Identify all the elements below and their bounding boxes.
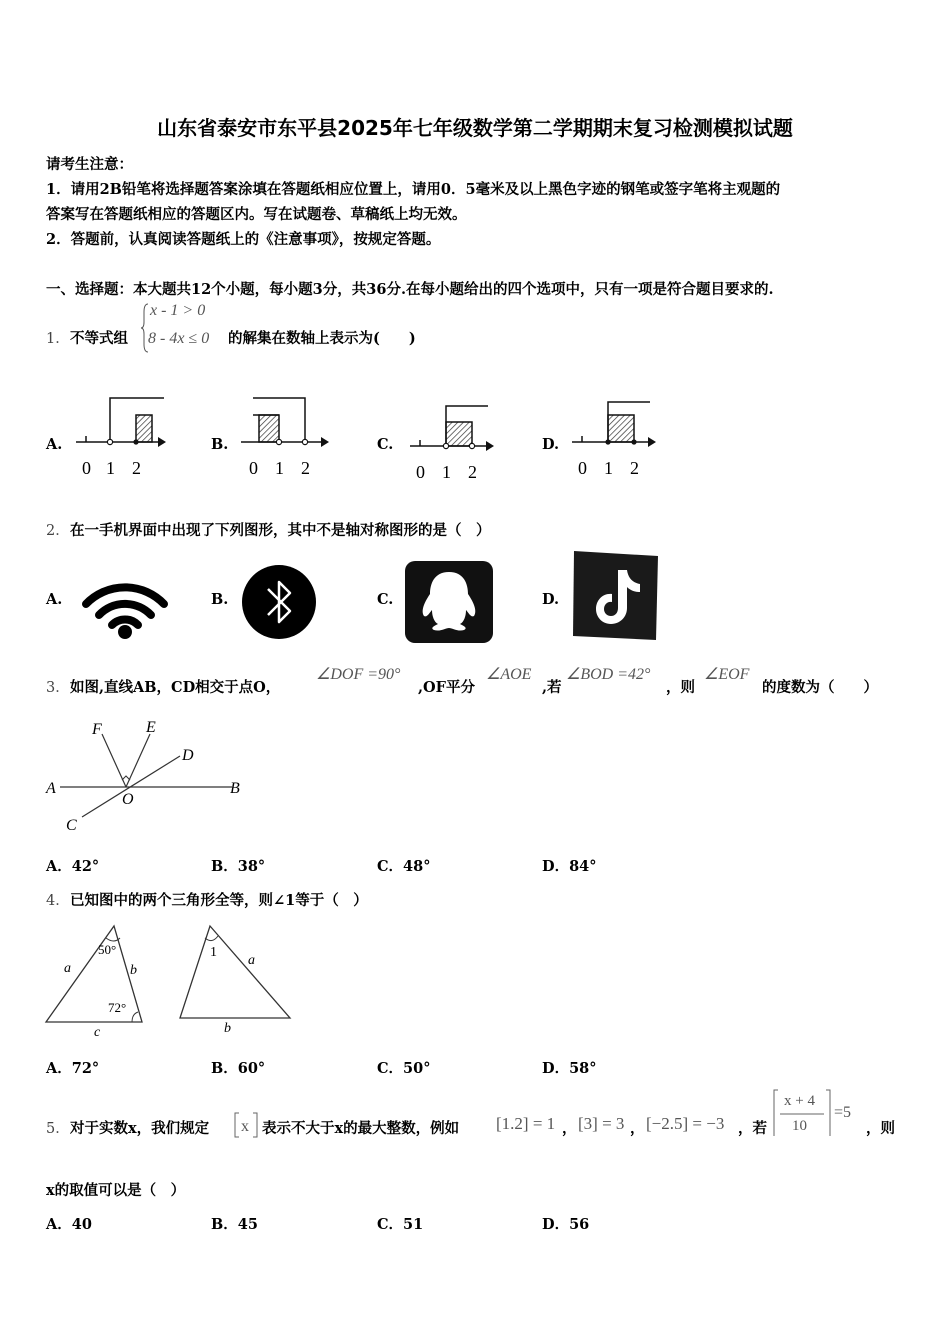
q5-sep-1: ， [562, 1120, 577, 1137]
q1-system-top: x - 1 > 0 [150, 302, 206, 319]
q5-fraction-denominator: 10 [792, 1118, 807, 1134]
q2-option-b-label[interactable]: B. [211, 591, 229, 608]
q1-option-c-label[interactable]: C. [377, 436, 394, 453]
q1-number: 1． [46, 331, 70, 347]
side-c: c [94, 1025, 101, 1038]
angle-72: 72° [108, 1000, 127, 1015]
tick-2: 2 [468, 462, 477, 482]
label-f: F [92, 721, 102, 738]
label-b: B [230, 780, 240, 797]
q1-system-bottom: 8 - 4x ≤ 0 [148, 330, 210, 347]
q1-option-d-numberline[interactable] [570, 390, 670, 485]
tick-0: 0 [578, 458, 587, 478]
q3-math-dof: ∠DOF =90° [316, 666, 401, 683]
q4-option-c[interactable]: C．50° [377, 1060, 431, 1077]
q3-option-d[interactable]: D．84° [542, 858, 597, 875]
section-heading: 一、选择题：本大题共12个小题，每小题3分，共36分.在每小题给出的四个选项中，只有一项是符合题目要求的. [46, 281, 774, 298]
q1-option-b-label[interactable]: B. [211, 436, 229, 453]
q5-bracket-x [232, 1110, 260, 1140]
q1-option-a-label[interactable]: A. [46, 436, 63, 453]
q3-angle-diagram [42, 712, 262, 837]
q2-option-d-label[interactable]: D. [542, 591, 560, 608]
angle-1: 1 [210, 945, 217, 960]
side-b: b [224, 1021, 231, 1036]
q5-option-a[interactable]: A．40 [46, 1216, 92, 1233]
q3-text-2: ,OF平分 [418, 679, 475, 696]
q4-text: 已知图中的两个三角形全等，则∠1等于（ ） [70, 892, 368, 909]
q3-math-bod: ∠BOD =42° [566, 666, 651, 683]
q3-math-eof: ∠EOF [704, 666, 750, 683]
q1-option-b-numberline[interactable] [239, 390, 339, 485]
tick-0: 0 [82, 458, 91, 478]
bluetooth-icon[interactable] [240, 565, 320, 640]
q3-text-4: ，则 [666, 679, 695, 696]
q3-option-c[interactable]: C．48° [377, 858, 431, 875]
wifi-icon[interactable] [80, 572, 170, 642]
q3-text-1: 如图,直线AB，CD相交于点O， [70, 679, 281, 696]
q5-text-4: ，则 [866, 1120, 895, 1137]
tick-2: 2 [132, 458, 141, 478]
q5-number: 5． [46, 1121, 70, 1137]
q1-pre: 不等式组 [70, 330, 128, 347]
label-d: D [182, 747, 194, 764]
label-e: E [146, 719, 156, 736]
q5-example-3: [−2.5] = −3 [646, 1114, 725, 1133]
q5-option-d[interactable]: D．56 [542, 1216, 590, 1233]
q1-option-d-label[interactable]: D. [542, 436, 560, 453]
notice-line1a: 1．请用2B铅笔将选择题答案涂填在答题纸相应位置上，请用0．5毫米及以上黑色字迹的钢笔或签字笔将主观题的 [46, 181, 781, 198]
q1-option-a-numberline[interactable] [74, 390, 174, 485]
q4-triangle-1 [40, 918, 150, 1038]
q2-text: 在一手机界面中出现了下列图形，其中不是轴对称图形的是（ ） [70, 522, 491, 539]
side-b: b [130, 963, 137, 978]
q5-x: x [241, 1118, 249, 1135]
label-c: C [66, 817, 77, 834]
tick-2: 2 [301, 458, 310, 478]
q5-option-c[interactable]: C．51 [377, 1216, 424, 1233]
tick-0: 0 [249, 458, 258, 478]
tick-1: 1 [106, 458, 115, 478]
q5-equals-5: =5 [834, 1104, 852, 1121]
q5-text-1: 对于实数x，我们规定 [70, 1120, 210, 1137]
q4-option-a[interactable]: A．72° [46, 1060, 100, 1077]
q3-math-aoe: ∠AOE [486, 666, 532, 683]
q3-text-5: 的度数为（ ） [762, 679, 878, 696]
q5-example-2: [3] = 3 [578, 1114, 625, 1133]
q2-option-a-label[interactable]: A. [46, 591, 63, 608]
q3-option-a[interactable]: A．42° [46, 858, 100, 875]
q4-number: 4． [46, 893, 70, 909]
side-a: a [248, 953, 255, 968]
notice-line1b: 答案写在答题纸相应的答题区内。写在试题卷、草稿纸上均无效。 [46, 206, 467, 223]
tick-2: 2 [630, 458, 639, 478]
label-o: O [122, 791, 134, 808]
q5-text-3: ，若 [738, 1120, 767, 1137]
q3-number: 3． [46, 680, 70, 696]
qq-penguin-icon[interactable] [404, 560, 494, 644]
page-title: 山东省泰安市东平县2025年七年级数学第二学期期末复习检测模拟试题 [157, 116, 793, 140]
notice-heading: 请考生注意： [46, 156, 133, 173]
q5-option-b[interactable]: B．45 [211, 1216, 258, 1233]
notice-line2: 2．答题前，认真阅读答题纸上的《注意事项》，按规定答题。 [46, 231, 441, 248]
q5-fraction-numerator: x + 4 [784, 1093, 815, 1109]
q5-sep-2: ， [630, 1120, 645, 1137]
q4-option-d[interactable]: D．58° [542, 1060, 597, 1077]
q1-post: 的解集在数轴上表示为( ) [228, 330, 416, 347]
q4-triangle-2 [174, 918, 299, 1038]
q4-option-b[interactable]: B．60° [211, 1060, 266, 1077]
angle-50: 50° [98, 942, 117, 957]
q5-line-2: x的取值可以是（ ） [46, 1182, 186, 1199]
tick-1: 1 [442, 462, 451, 482]
q5-example-1: [1.2] = 1 [496, 1114, 556, 1133]
q5-text-2: 表示不大于x的最大整数，例如 [262, 1120, 460, 1137]
tick-1: 1 [604, 458, 613, 478]
q2-option-c-label[interactable]: C. [377, 591, 394, 608]
side-a: a [64, 961, 71, 976]
q1-option-c-numberline[interactable] [408, 398, 508, 488]
q3-option-b[interactable]: B．38° [211, 858, 266, 875]
tick-0: 0 [416, 462, 425, 482]
tiktok-icon[interactable] [570, 548, 662, 642]
tick-1: 1 [275, 458, 284, 478]
q2-number: 2． [46, 523, 70, 539]
label-a: A [46, 780, 56, 797]
q3-text-3: ,若 [542, 679, 562, 696]
